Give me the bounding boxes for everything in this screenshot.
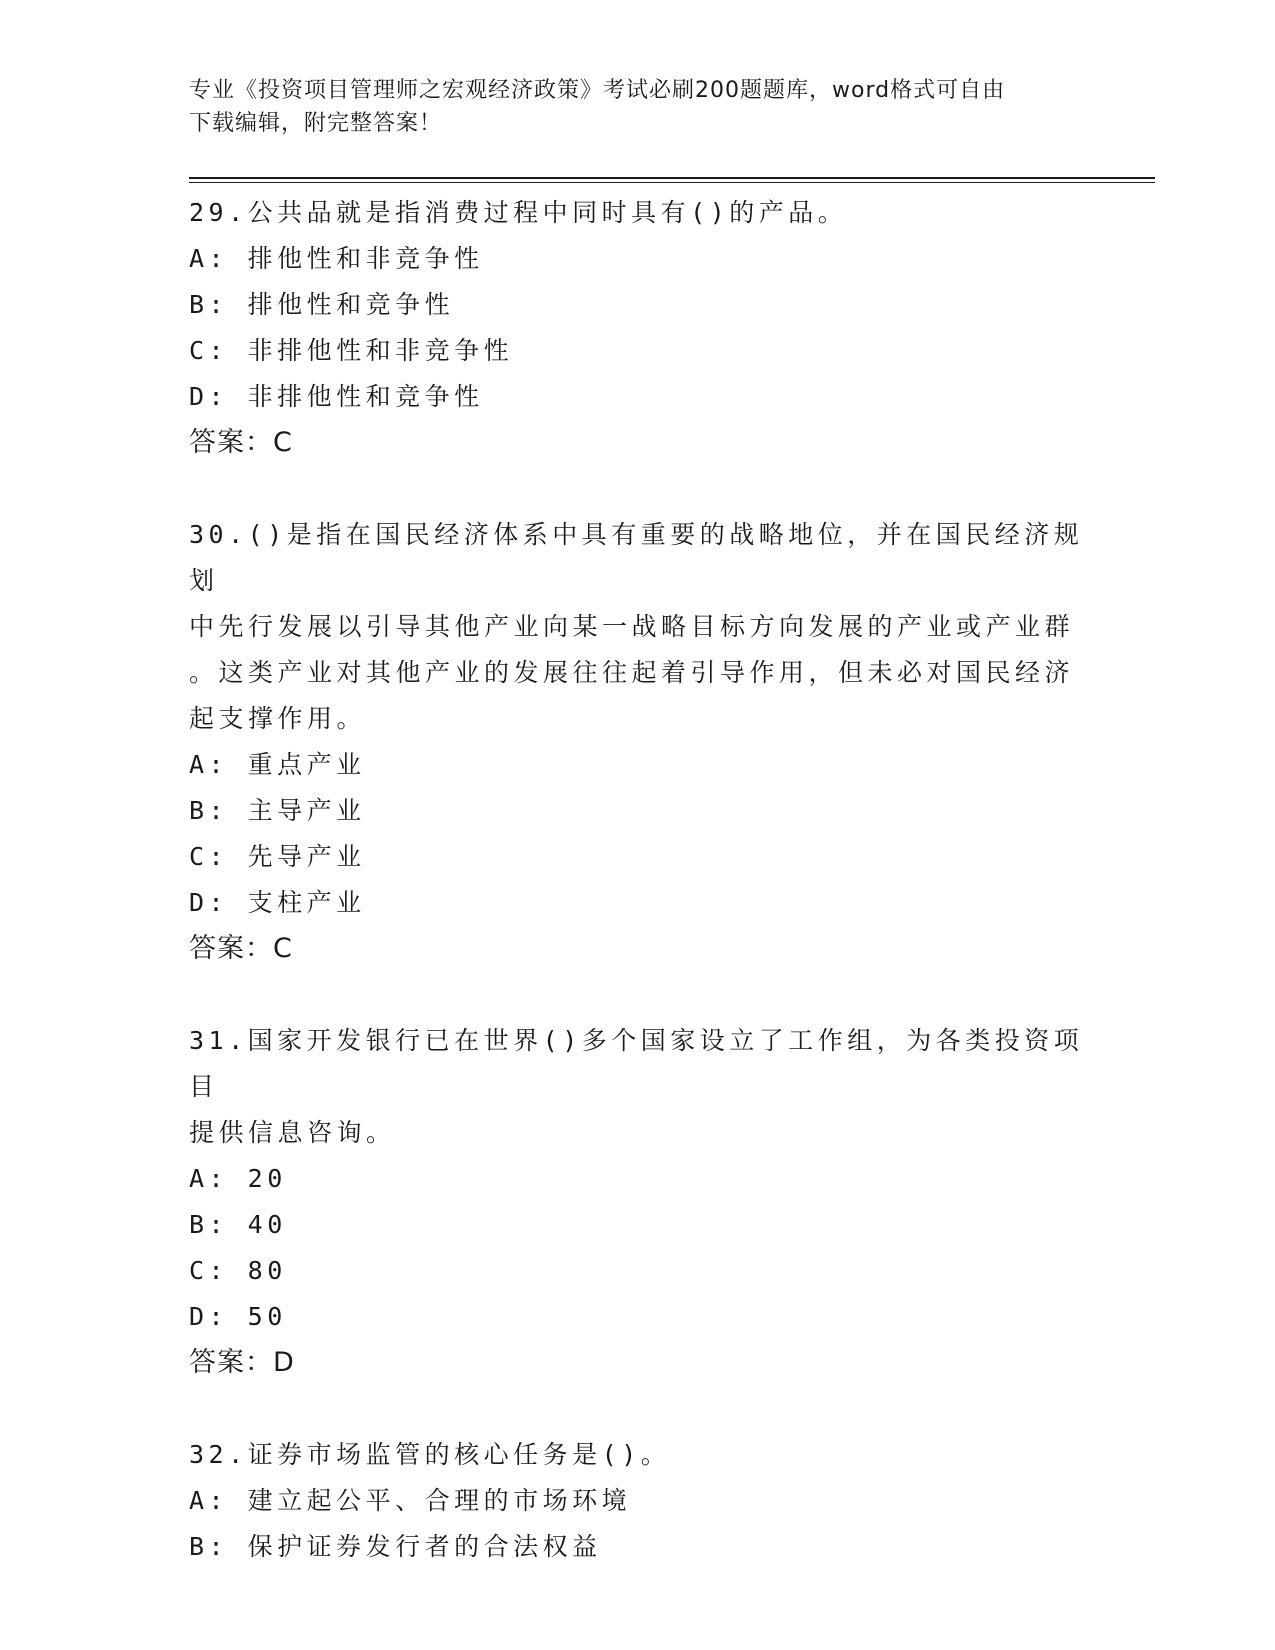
question-31 — [189, 1018, 1089, 1386]
question-32 — [189, 1432, 1089, 1570]
document-header — [189, 74, 1069, 140]
question-list — [189, 190, 1089, 1570]
option-a: A: 重点产业 — [189, 750, 366, 779]
question-stem-line-4: 起支撑作用。 — [189, 704, 367, 733]
question-stem-line-1: 30.()是指在国民经济体系中具有重要的战略地位，并在国民经济规划 — [189, 520, 1084, 595]
option-b: B: 40 — [189, 1210, 287, 1239]
answer-line: 答案：C — [189, 427, 293, 458]
answer-line: 答案：C — [189, 933, 293, 964]
option-d: D: 非排他性和竞争性 — [189, 382, 484, 411]
option-d: D: 支柱产业 — [189, 888, 366, 917]
option-a: A: 建立起公平、合理的市场环境 — [189, 1486, 632, 1515]
header-line-2: 下载编辑，附完整答案！ — [189, 111, 443, 136]
question-stem: 32.证券市场监管的核心任务是()。 — [189, 1440, 671, 1469]
question-spacer — [189, 1386, 1089, 1432]
option-a: A: 20 — [189, 1164, 287, 1193]
question-spacer — [189, 972, 1089, 1018]
header-divider-thin — [189, 182, 1155, 183]
header-divider-thick — [189, 177, 1155, 179]
option-c: C: 80 — [189, 1256, 287, 1285]
option-b: B: 保护证券发行者的合法权益 — [189, 1532, 602, 1561]
question-29 — [189, 190, 1089, 466]
question-stem-line-2: 提供信息咨询。 — [189, 1118, 396, 1147]
question-stem-line-1: 31.国家开发银行已在世界()多个国家设立了工作组，为各类投资项目 — [189, 1026, 1084, 1101]
question-spacer — [189, 466, 1089, 512]
option-c: C: 非排他性和非竞争性 — [189, 336, 514, 365]
option-b: B: 排他性和竞争性 — [189, 290, 455, 319]
answer-line: 答案：D — [189, 1347, 295, 1378]
header-line-1: 专业《投资项目管理师之宏观经济政策》考试必刷200题题库，word格式可自由 — [189, 78, 1006, 103]
question-stem-line-3: 。这类产业对其他产业的发展往往起着引导作用，但未必对国民经济 — [189, 658, 1075, 687]
option-b: B: 主导产业 — [189, 796, 366, 825]
question-stem: 29.公共品就是指消费过程中同时具有()的产品。 — [189, 198, 848, 227]
question-stem-line-2: 中先行发展以引导其他产业向某一战略目标方向发展的产业或产业群 — [189, 612, 1075, 641]
option-c: C: 先导产业 — [189, 842, 366, 871]
question-30 — [189, 512, 1089, 972]
option-a: A: 排他性和非竞争性 — [189, 244, 484, 273]
option-d: D: 50 — [189, 1302, 287, 1331]
